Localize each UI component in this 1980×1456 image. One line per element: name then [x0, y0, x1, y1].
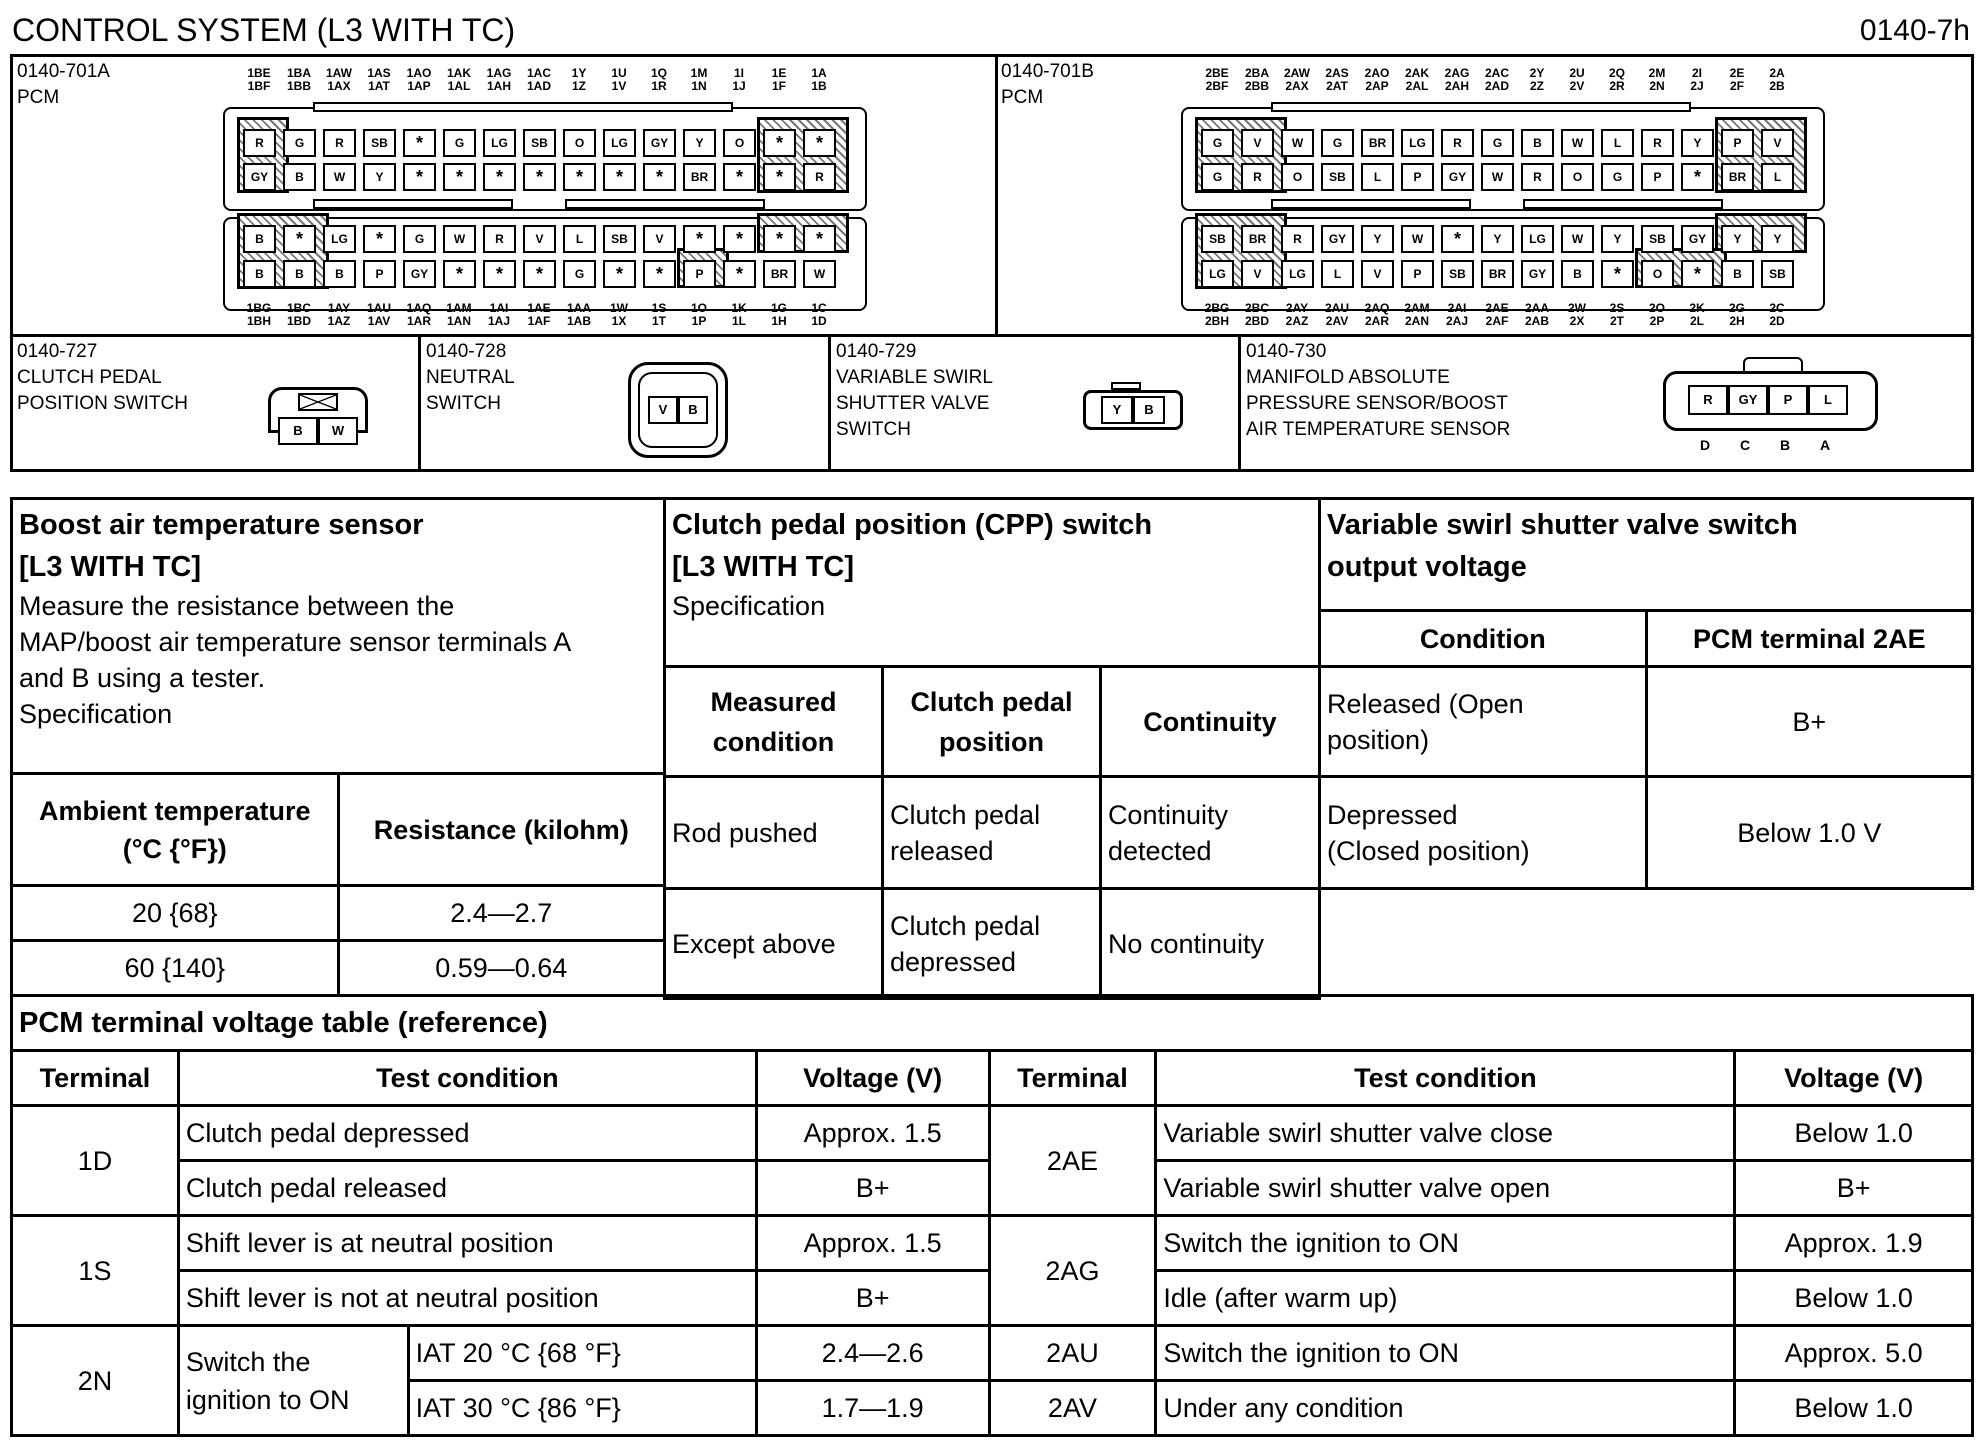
a-separator-bar — [565, 199, 765, 209]
cpp-row1-continuity: Continuity detected — [1100, 777, 1319, 889]
a-bottom-pin-label: 1AU 1AV — [366, 301, 391, 328]
swirl-row2-voltage: Below 1.0 V — [1646, 777, 1972, 889]
a-top-pin-label: 1AS 1AT — [367, 66, 391, 93]
b-top-pin-label: 2Q 2R — [1608, 66, 1625, 93]
boost-sensor-table — [10, 497, 666, 997]
cpp-col-position: Clutch pedal position — [882, 667, 1100, 777]
terminal-1d: 1D — [12, 1106, 179, 1216]
b-pin-cell: B — [1521, 129, 1554, 157]
b-pin-cell: Y — [1361, 225, 1394, 253]
b-pin-cell: R — [1441, 129, 1474, 157]
a-pin-cell: R — [483, 225, 516, 253]
connector-730-diagram — [1663, 357, 1883, 467]
a-pin-cell: * — [563, 163, 596, 191]
connector-b-name: PCM — [1001, 87, 1044, 108]
b-pin-cell: B — [1561, 260, 1594, 288]
b-pin-cell: LG — [1201, 260, 1234, 288]
a-bottom-pin-label: 1AY 1AZ — [327, 301, 351, 328]
b-pin-cell: GY — [1441, 163, 1474, 191]
b-pin-cell: R — [1521, 163, 1554, 191]
boost-sensor-description: Measure the resistance between the MAP/boost air temperature sensor terminals A and B using a tester. Specification — [19, 591, 572, 729]
b-pin-cell: LG — [1401, 129, 1434, 157]
a-top-pin-label: 1A 1B — [811, 66, 827, 93]
b-pin-cell: B — [1721, 260, 1754, 288]
connector-panel — [10, 54, 1974, 472]
a-pin-cell: R — [243, 129, 276, 157]
b-pin-cell: SB — [1321, 163, 1354, 191]
boost-row2-resistance: 0.59—0.64 — [338, 941, 664, 996]
swirl-row1-condition: Released (Open position) — [1320, 667, 1647, 777]
boost-col-resistance: Resistance (kilohm) — [338, 774, 664, 886]
volt-2ae-close: Below 1.0 — [1735, 1106, 1973, 1161]
cond-2ae-open: Variable swirl shutter valve open — [1156, 1161, 1735, 1216]
b-bottom-pin-label: 2BG 2BH — [1204, 301, 1230, 328]
a-pin-cell: * — [363, 225, 396, 253]
a-top-pin-label: 1U 1V — [611, 66, 627, 93]
a-bottom-pin-label: 1AE 1AF — [527, 301, 551, 328]
b-bottom-pin-label: 2O 2P — [1648, 301, 1665, 328]
connector-730-letter-a: A — [1820, 437, 1831, 453]
b-top-pin-label: 2Y 2Z — [1529, 66, 1545, 93]
b-separator-bar — [1523, 199, 1723, 209]
a-pin-cell: W — [323, 163, 356, 191]
b-pin-cell: SB — [1441, 260, 1474, 288]
b-top-pin-label: 2AK 2AL — [1404, 66, 1429, 93]
b-pin-cell: Y — [1601, 225, 1634, 253]
b-top-pin-label: 2U 2V — [1569, 66, 1585, 93]
connector-b-id: 0140-701B — [1001, 61, 1094, 82]
volt-2ag-ignition: Approx. 1.9 — [1735, 1216, 1973, 1271]
cond-1s-neutral: Shift lever is at neutral position — [178, 1216, 756, 1271]
connector-730-pin-1: R — [1688, 385, 1728, 415]
b-top-pin-label: 2AG 2AH — [1444, 66, 1470, 93]
a-pin-cell: * — [483, 163, 516, 191]
connector-a-name: PCM — [17, 87, 60, 108]
cond-1s-not-neutral: Shift lever is not at neutral position — [178, 1271, 756, 1326]
a-top-pin-label: 1BA 1BB — [286, 66, 311, 93]
pcm-col-voltage-left: Voltage (V) — [756, 1051, 989, 1106]
a-bottom-pin-label: 1AQ 1AR — [406, 301, 432, 328]
terminal-2n: 2N — [12, 1326, 179, 1436]
cpp-row2-continuity: No continuity — [1100, 889, 1319, 999]
cpp-switch-table — [663, 497, 1321, 1000]
a-top-pin-label: 1AW 1AX — [325, 66, 352, 93]
a-top-pin-label: 1Q 1R — [650, 66, 667, 93]
cpp-col-continuity: Continuity — [1100, 667, 1319, 777]
terminal-2ae: 2AE — [989, 1106, 1156, 1216]
connector-728-name: NEUTRAL SWITCH — [426, 367, 515, 414]
a-bottom-pin-label: 1C 1D — [811, 301, 827, 328]
b-pin-cell: GY — [1521, 260, 1554, 288]
b-pin-cell: O — [1281, 163, 1314, 191]
a-pin-cell: G — [283, 129, 316, 157]
page-title: CONTROL SYSTEM (L3 WITH TC) — [12, 12, 516, 48]
b-pin-cell: Y — [1481, 225, 1514, 253]
a-pin-cell: * — [803, 225, 836, 253]
a-top-pin-label: 1AC 1AD — [526, 66, 551, 93]
a-pin-cell: * — [723, 163, 756, 191]
terminal-2ag: 2AG — [989, 1216, 1156, 1326]
swirl-row1-voltage: B+ — [1646, 667, 1972, 777]
a-top-pin-label: 1AK 1AL — [446, 66, 471, 93]
connector-729-name: VARIABLE SWIRL SHUTTER VALVE SWITCH — [836, 367, 993, 440]
cond-1d-depressed: Clutch pedal depressed — [178, 1106, 756, 1161]
pcm-col-condition-right: Test condition — [1156, 1051, 1735, 1106]
volt-2av: Below 1.0 — [1735, 1381, 1973, 1436]
b-pin-cell: L — [1361, 163, 1394, 191]
b-pin-cell: G — [1201, 163, 1234, 191]
a-bottom-pin-label: 1AI 1AJ — [487, 301, 510, 328]
b-pin-cell: Y — [1721, 225, 1754, 253]
b-bottom-pin-label: 2W 2X — [1568, 301, 1586, 328]
a-top-pin-label: 1M 1N — [690, 66, 708, 93]
cond-2n-iat20: IAT 20 °C {68 °F} — [408, 1326, 756, 1381]
swirl-valve-table — [1318, 497, 1974, 890]
b-top-pin-label: 2AC 2AD — [1484, 66, 1509, 93]
b-separator-bar — [1271, 102, 1691, 112]
cpp-header — [665, 499, 1320, 667]
a-pin-cell: O — [723, 129, 756, 157]
b-pin-cell: * — [1441, 225, 1474, 253]
volt-1s-neutral: Approx. 1.5 — [756, 1216, 989, 1271]
a-pin-cell: SB — [603, 225, 636, 253]
boost-sensor-title: Boost air temperature sensor [L3 WITH TC] — [19, 509, 424, 583]
a-pin-cell: * — [603, 163, 636, 191]
a-bottom-pin-label: 1BG 1BH — [246, 301, 272, 328]
a-pin-cell: BR — [683, 163, 716, 191]
b-pin-cell: W — [1281, 129, 1314, 157]
b-pin-cell: V — [1241, 129, 1274, 157]
cond-2ag-idle: Idle (after warm up) — [1156, 1271, 1735, 1326]
swirl-valve-title: Variable swirl shutter valve switch output voltage — [1320, 499, 1973, 611]
a-pin-cell: B — [243, 225, 276, 253]
a-pin-cell: * — [483, 260, 516, 288]
b-pin-cell: V — [1241, 260, 1274, 288]
volt-2n-iat30: 1.7—1.9 — [756, 1381, 989, 1436]
a-pin-cell: G — [403, 225, 436, 253]
cpp-row2-condition: Except above — [665, 889, 883, 999]
b-pin-cell: * — [1681, 163, 1714, 191]
a-bottom-pin-label: 1BC 1BD — [286, 301, 311, 328]
b-pin-cell: R — [1281, 225, 1314, 253]
connector-a-id: 0140-701A — [17, 61, 110, 82]
a-pin-cell: L — [563, 225, 596, 253]
b-top-pin-label: 2I 2J — [1690, 66, 1704, 93]
connector-730-name: MANIFOLD ABSOLUTE PRESSURE SENSOR/BOOST AIR TEMPERATURE SENSOR — [1246, 367, 1511, 440]
b-separator-bar — [1271, 199, 1471, 209]
pcm-voltage-table — [10, 994, 1974, 1437]
a-pin-cell: * — [683, 225, 716, 253]
pcm-col-condition-left: Test condition — [178, 1051, 756, 1106]
b-bottom-pin-label: 2AU 2AV — [1324, 301, 1349, 328]
b-pin-cell: P — [1401, 163, 1434, 191]
b-pin-cell: W — [1561, 225, 1594, 253]
connector-727-id: 0140-727 — [17, 341, 98, 362]
connector-727-name: CLUTCH PEDAL POSITION SWITCH — [17, 367, 188, 414]
a-pin-cell: V — [643, 225, 676, 253]
b-pin-cell: BR — [1361, 129, 1394, 157]
b-bottom-pin-label: 2AE 2AF — [1485, 301, 1509, 328]
connector-727-pin-1: B — [278, 417, 318, 445]
volt-2ag-idle: Below 1.0 — [1735, 1271, 1973, 1326]
connector-729-pin-1: Y — [1101, 396, 1133, 424]
b-bottom-pin-label: 2AA 2AB — [1524, 301, 1549, 328]
page-code: 0140-7h — [1859, 14, 1970, 47]
b-pin-cell: G — [1201, 129, 1234, 157]
swirl-col-terminal: PCM terminal 2AE — [1646, 611, 1972, 667]
a-pin-cell: * — [403, 163, 436, 191]
connector-728-pin-1: V — [648, 396, 678, 424]
b-pin-cell: O — [1641, 260, 1674, 288]
a-separator-bar — [313, 199, 513, 209]
a-pin-cell: W — [803, 260, 836, 288]
b-pin-cell: SB — [1641, 225, 1674, 253]
b-pin-cell: P — [1641, 163, 1674, 191]
connector-728-id: 0140-728 — [426, 341, 507, 362]
pcm-col-terminal-right: Terminal — [989, 1051, 1156, 1106]
volt-2au: Approx. 5.0 — [1735, 1326, 1973, 1381]
a-pin-cell: Y — [683, 129, 716, 157]
a-separator-bar — [313, 102, 733, 112]
a-pin-cell: SB — [363, 129, 396, 157]
b-top-pin-label: 2AO 2AP — [1364, 66, 1390, 93]
a-top-pin-label: 1Y 1Z — [571, 66, 587, 93]
a-bottom-pin-label: 1AM 1AN — [446, 301, 472, 328]
b-pin-cell: Y — [1681, 129, 1714, 157]
b-pin-cell: Y — [1761, 225, 1794, 253]
terminal-1s: 1S — [12, 1216, 179, 1326]
b-top-pin-label: 2AS 2AT — [1325, 66, 1349, 93]
boost-row2-temp: 60 {140} — [12, 941, 339, 996]
boost-row1-temp: 20 {68} — [12, 886, 339, 941]
b-pin-cell: G — [1481, 129, 1514, 157]
pcm-col-voltage-right: Voltage (V) — [1735, 1051, 1973, 1106]
a-pin-cell: * — [443, 260, 476, 288]
b-pin-cell: * — [1601, 260, 1634, 288]
swirl-row2-condition: Depressed (Closed position) — [1320, 777, 1647, 889]
connector-730-letter-b: B — [1780, 437, 1791, 453]
a-pin-cell: G — [443, 129, 476, 157]
b-pin-cell: V — [1361, 260, 1394, 288]
cond-2ag-ignition: Switch the ignition to ON — [1156, 1216, 1735, 1271]
b-top-pin-label: 2AW 2AX — [1283, 66, 1310, 93]
a-pin-cell: B — [323, 260, 356, 288]
a-pin-cell: Y — [363, 163, 396, 191]
connector-728-pin-2: B — [678, 396, 708, 424]
a-pin-cell: * — [763, 225, 796, 253]
a-pin-cell: * — [443, 163, 476, 191]
boost-row1-resistance: 2.4—2.7 — [338, 886, 664, 941]
a-bottom-pin-label: 1K 1L — [731, 301, 747, 328]
pcm-col-terminal-left: Terminal — [12, 1051, 179, 1106]
b-top-pin-label: 2BA 2BB — [1244, 66, 1269, 93]
a-pin-cell: B — [243, 260, 276, 288]
a-pin-cell: R — [323, 129, 356, 157]
a-pin-cell: LG — [323, 225, 356, 253]
connector-729-pin-2: B — [1133, 396, 1165, 424]
b-pin-cell: LG — [1521, 225, 1554, 253]
b-pin-cell: LG — [1281, 260, 1314, 288]
a-top-pin-label: 1I 1J — [732, 66, 746, 93]
cpp-row1-condition: Rod pushed — [665, 777, 883, 889]
connector-730-letter-c: C — [1740, 437, 1751, 453]
a-pin-cell: R — [803, 163, 836, 191]
b-pin-cell: L — [1601, 129, 1634, 157]
b-pin-cell: G — [1321, 129, 1354, 157]
a-pin-cell: * — [403, 129, 436, 157]
connector-728-diagram — [628, 362, 738, 462]
cond-2n-ignition: Switch the ignition to ON — [178, 1326, 408, 1436]
b-top-pin-label: 2A 2B — [1769, 66, 1785, 93]
a-pin-cell: * — [523, 163, 556, 191]
b-pin-cell: SB — [1761, 260, 1794, 288]
b-pin-cell: P — [1401, 260, 1434, 288]
a-pin-cell: * — [283, 225, 316, 253]
b-pin-cell: SB — [1201, 225, 1234, 253]
a-top-pin-label: 1BE 1BF — [247, 66, 271, 93]
b-bottom-pin-label: 2AM 2AN — [1404, 301, 1430, 328]
b-top-pin-label: 2M 2N — [1648, 66, 1666, 93]
b-pin-cell: W — [1401, 225, 1434, 253]
cond-2n-iat30: IAT 30 °C {86 °F} — [408, 1381, 756, 1436]
a-top-pin-label: 1E 1F — [771, 66, 787, 93]
connector-730-pin-2: GY — [1728, 385, 1768, 415]
b-pin-cell: G — [1601, 163, 1634, 191]
connector-730-pin-4: L — [1808, 385, 1848, 415]
b-pin-cell: W — [1481, 163, 1514, 191]
cond-1d-released: Clutch pedal released — [178, 1161, 756, 1216]
a-bottom-pin-label: 1O 1P — [690, 301, 707, 328]
a-pin-cell: * — [523, 260, 556, 288]
a-pin-cell: GY — [643, 129, 676, 157]
b-pin-cell: L — [1321, 260, 1354, 288]
a-pin-cell: B — [283, 260, 316, 288]
connector-730-pin-3: P — [1768, 385, 1808, 415]
swirl-col-condition: Condition — [1320, 611, 1647, 667]
b-bottom-pin-label: 2AI 2AJ — [1445, 301, 1468, 328]
connector-730-id: 0140-730 — [1246, 341, 1327, 362]
b-bottom-pin-label: 2G 2H — [1728, 301, 1745, 328]
cond-2av: Under any condition — [1156, 1381, 1735, 1436]
a-pin-cell: SB — [523, 129, 556, 157]
b-bottom-pin-label: 2BC 2BD — [1244, 301, 1269, 328]
connector-727-diagram — [268, 377, 378, 449]
a-pin-cell: LG — [483, 129, 516, 157]
b-bottom-pin-label: 2AQ 2AR — [1364, 301, 1390, 328]
b-pin-cell: R — [1241, 163, 1274, 191]
b-pin-cell: R — [1641, 129, 1674, 157]
connector-729-id: 0140-729 — [836, 341, 917, 362]
cond-2au: Switch the ignition to ON — [1156, 1326, 1735, 1381]
a-top-pin-label: 1AO 1AP — [406, 66, 432, 93]
cpp-row2-position: Clutch pedal depressed — [882, 889, 1100, 999]
b-pin-cell: BR — [1721, 163, 1754, 191]
a-pin-cell: G — [563, 260, 596, 288]
b-pin-cell: BR — [1241, 225, 1274, 253]
connector-729-diagram — [1083, 382, 1193, 442]
cond-2ae-close: Variable swirl shutter valve close — [1156, 1106, 1735, 1161]
cpp-spec-label: Specification — [672, 591, 826, 621]
cpp-row1-position: Clutch pedal released — [882, 777, 1100, 889]
terminal-2au: 2AU — [989, 1326, 1156, 1381]
a-pin-cell: * — [643, 163, 676, 191]
a-pin-cell: GY — [243, 163, 276, 191]
a-pin-cell: * — [603, 260, 636, 288]
volt-2n-iat20: 2.4—2.6 — [756, 1326, 989, 1381]
b-bottom-pin-label: 2AY 2AZ — [1285, 301, 1309, 328]
a-pin-cell: B — [283, 163, 316, 191]
a-pin-cell: * — [643, 260, 676, 288]
b-pin-cell: O — [1561, 163, 1594, 191]
volt-2ae-open: B+ — [1735, 1161, 1973, 1216]
a-pin-cell: BR — [763, 260, 796, 288]
a-pin-cell: * — [803, 129, 836, 157]
b-pin-cell: L — [1761, 163, 1794, 191]
a-pin-cell: W — [443, 225, 476, 253]
b-pin-cell: GY — [1321, 225, 1354, 253]
pcm-connector-b — [1171, 57, 1831, 334]
connector-727-pin-2: W — [318, 417, 358, 445]
a-bottom-pin-label: 1W 1X — [610, 301, 628, 328]
volt-1d-released: B+ — [756, 1161, 989, 1216]
b-pin-cell: V — [1761, 129, 1794, 157]
a-pin-cell: P — [683, 260, 716, 288]
b-pin-cell: GY — [1681, 225, 1714, 253]
a-pin-cell: O — [563, 129, 596, 157]
b-top-pin-label: 2E 2F — [1729, 66, 1745, 93]
a-bottom-pin-label: 1AA 1AB — [566, 301, 591, 328]
b-bottom-pin-label: 2K 2L — [1689, 301, 1705, 328]
b-bottom-pin-label: 2C 2D — [1769, 301, 1785, 328]
volt-1s-not-neutral: B+ — [756, 1271, 989, 1326]
a-top-pin-label: 1AG 1AH — [486, 66, 512, 93]
boost-col-temperature: Ambient temperature (°C {°F}) — [12, 774, 339, 886]
b-pin-cell: W — [1561, 129, 1594, 157]
a-bottom-pin-label: 1S 1T — [651, 301, 667, 328]
b-top-pin-label: 2BE 2BF — [1205, 66, 1229, 93]
a-pin-cell: LG — [603, 129, 636, 157]
b-pin-cell: P — [1721, 129, 1754, 157]
a-pin-cell: * — [763, 163, 796, 191]
volt-1d-depressed: Approx. 1.5 — [756, 1106, 989, 1161]
boost-sensor-header — [12, 499, 665, 774]
b-pin-cell: * — [1681, 260, 1714, 288]
cpp-title: Clutch pedal position (CPP) switch [L3 WITH TC] — [672, 509, 1153, 583]
a-pin-cell: * — [723, 260, 756, 288]
cpp-col-condition: Measured condition — [665, 667, 883, 777]
a-pin-cell: GY — [403, 260, 436, 288]
a-bottom-pin-label: 1G 1H — [770, 301, 787, 328]
b-bottom-pin-label: 2S 2T — [1609, 301, 1625, 328]
pcm-connector-a — [213, 57, 873, 334]
a-pin-cell: P — [363, 260, 396, 288]
b-pin-cell: BR — [1481, 260, 1514, 288]
a-pin-cell: V — [523, 225, 556, 253]
terminal-2av: 2AV — [989, 1381, 1156, 1436]
pcm-table-title: PCM terminal voltage table (reference) — [12, 996, 1973, 1051]
a-pin-cell: * — [723, 225, 756, 253]
a-pin-cell: * — [763, 129, 796, 157]
connector-730-letter-d: D — [1700, 437, 1711, 453]
